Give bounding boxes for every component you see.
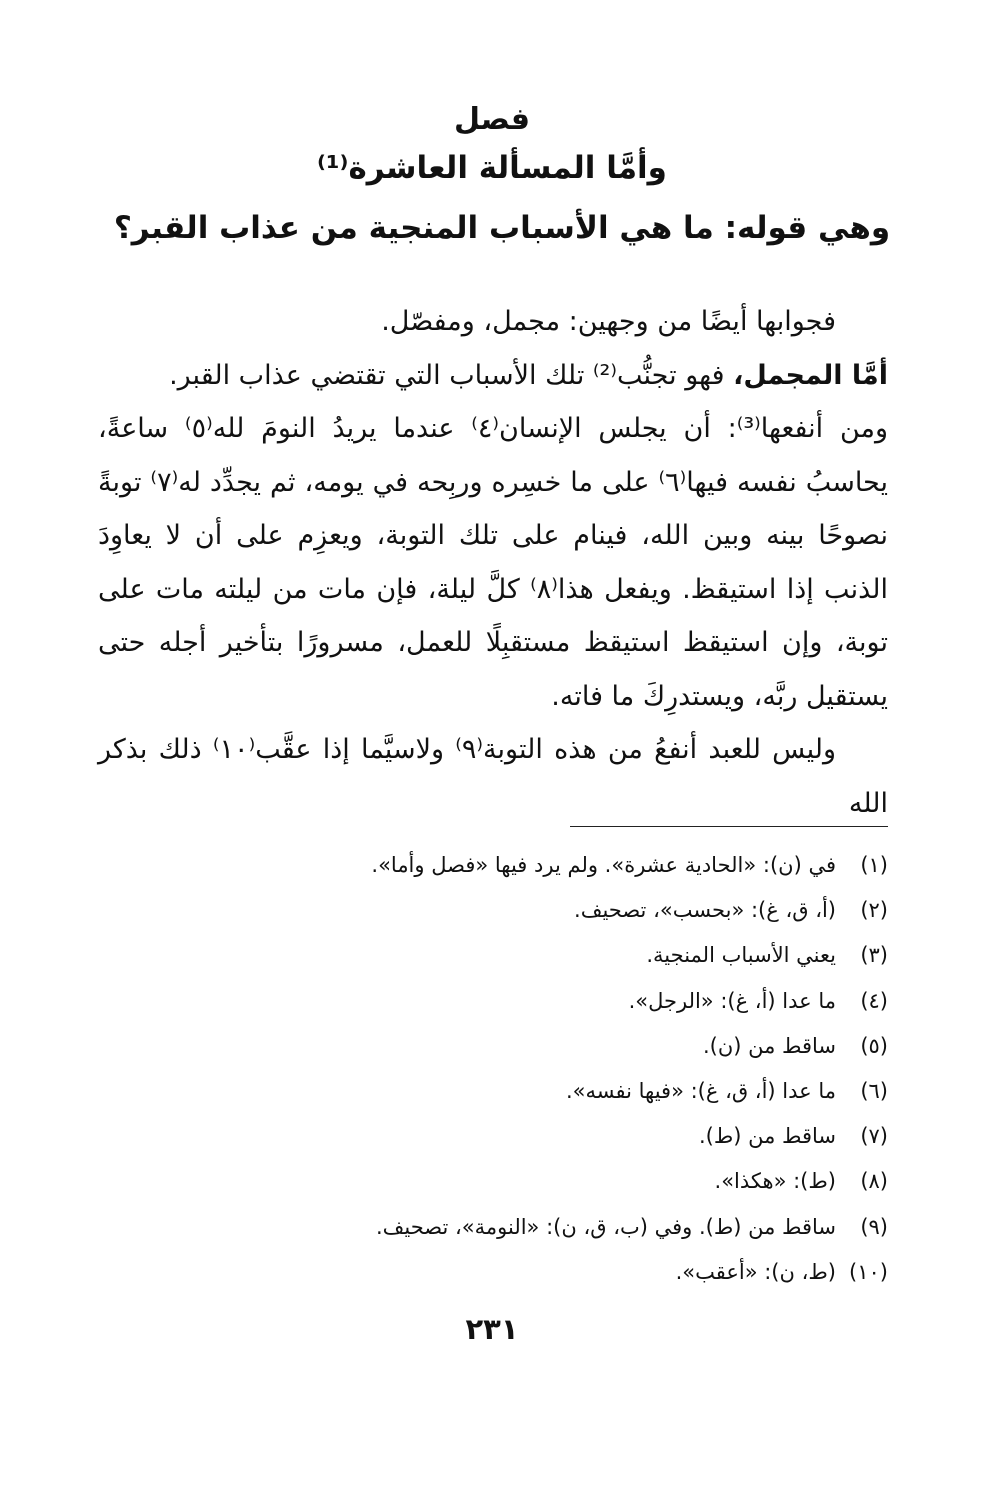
paragraph-2-lead: أمَّا المجمل، (733, 359, 888, 391)
footnote-number: (١٠) (849, 1259, 888, 1284)
footnote-number: (٩) (860, 1214, 888, 1239)
section-heading: فصل (454, 102, 530, 137)
footnote-text: ساقط من (ط). وفي (ب، ق، ن): «النومة»، تصحيف. (375, 1214, 836, 1239)
page-number: ٢٣١ (465, 1312, 519, 1346)
footnote (98, 1069, 888, 1114)
footnote-number: (٢) (860, 898, 888, 923)
footnote-text: (ط): «هكذا». (714, 1169, 836, 1194)
footnote-text: ما عدا (أ، غ): «الرجل». (628, 988, 836, 1013)
footnote-number: (٦) (860, 1079, 888, 1104)
footnote-text: (أ، ق، غ): «بحسب»، تصحيف. (574, 898, 836, 923)
footnote-text: ساقط من (ن). (702, 1033, 836, 1058)
footnote-number: (٣) (860, 943, 888, 968)
footnote (98, 1024, 888, 1069)
footnote-number: (٤) (860, 988, 888, 1013)
paragraph-3: ومن أنفعها⁽³⁾: أن يجلس الإنسان⁽٤⁾ عندما يريدُ النومَ لله⁽٥⁾ ساعةً، يحاسبُ نفسه فيها⁽٦⁾ على ما خسِره وربِحه في يومه، ثم يجدِّد له⁽٧⁾ توبةً نصوحًا بينه وبين الله، فينام على تلك التوبة، ويعزِم على أن لا يعاوِدَ الذنب إذا استيقظ. ويفعل هذا⁽٨⁾ كلَّ ليلة، فإن مات من ليلته مات على توبة، وإن استيقظ استيقظ مستقبِلًا للعمل، مسرورًا بتأخير أجله حتى يستقيل ربَّه، ويستدرِكَ ما فاته. (98, 413, 889, 712)
footnote (98, 843, 888, 888)
footnote-number: (٨) (860, 1169, 888, 1194)
footnote (98, 1159, 888, 1204)
footnote-text: ما عدا (أ، ق، غ): «فيها نفسه». (565, 1079, 836, 1104)
footnotes (98, 843, 888, 1295)
paragraph-1: فجوابها أيضًا من وجهين: مجمل، ومفصّل. (381, 306, 836, 337)
footnote-number: (٥) (860, 1033, 888, 1058)
footnote-text: (ط، ن): «أعقب». (675, 1259, 836, 1284)
paragraph-2 (98, 349, 888, 403)
footnote-number: (٧) (860, 1124, 888, 1149)
footnote-number: (١) (860, 853, 888, 877)
footnote (98, 1114, 888, 1159)
question-heading: وهي قوله: ما هي الأسباب المنجية من عذاب القبر؟ (113, 210, 891, 246)
footnote (98, 888, 888, 933)
footnote-divider (570, 826, 888, 827)
footnote (98, 1205, 888, 1250)
paragraph-4: وليس للعبد أنفعُ من هذه التوبة⁽٩⁾ ولاسيَّما إذا عقَّب⁽١٠⁾ ذلك بذكر الله (98, 734, 888, 819)
footnote-text: ساقط من (ط). (698, 1124, 836, 1149)
paragraph-2-text: فهو تجنُّب⁽²⁾ تلك الأسباب التي تقتضي عذاب القبر. (169, 359, 734, 391)
footnote-text: في (ن): «الحادية عشرة». ولم يرد فيها «فصل وأما». (371, 853, 836, 877)
footnote (98, 979, 888, 1024)
footnote-text: يعني الأسباب المنجية. (646, 943, 836, 968)
footnote (98, 1250, 888, 1295)
main-text (98, 295, 888, 830)
footnote (98, 933, 888, 978)
question-number-heading: وأمَّا المسألة العاشرة⁽¹⁾ (317, 150, 667, 186)
